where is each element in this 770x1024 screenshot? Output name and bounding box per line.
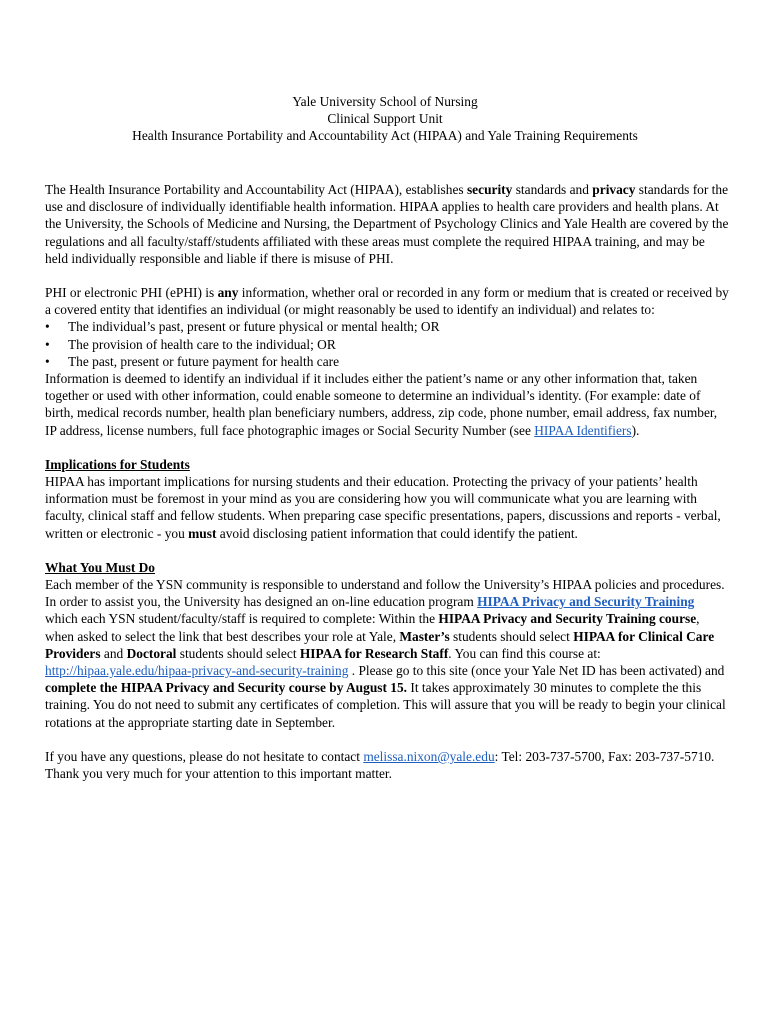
intro-bold-privacy: privacy	[592, 182, 636, 197]
bullet-text: The individual’s past, present or future physical or mental health; OR	[68, 319, 440, 335]
must-do-text-3: , when asked to select the link that best describes your role at Yale,	[45, 611, 700, 644]
implications-section	[45, 456, 730, 542]
phi-text-2: information, whether oral or recorded in any form or medium that is created or received by a covered entity that identifies an individual (or might reasonably be used to identify an individual) and relates to:	[45, 285, 729, 318]
must-do-text-7: . You can find this course at:	[448, 645, 601, 661]
intro-paragraph	[45, 181, 730, 267]
bullet-icon: •	[45, 336, 50, 352]
intro-text-3: standards for the use and disclosure of individually identifiable health information. HIPAA applies to health care providers and health plans. At the University, the Schools of Medicine and Nursing, the Department of Psychology Clinics and Yale Health are covered by the regulations and all faculty/staff/students affiliated with these areas must complete the required HIPAA training, and may be held individually responsible and liable if there is misuse of PHI.	[45, 182, 729, 266]
training-url-link[interactable]: http://hipaa.yale.edu/hipaa-privacy-and-security-training	[45, 663, 349, 679]
must-do-text-6: students should select	[176, 645, 300, 661]
contact-text-1: If you have any questions, please do not hesitate to contact	[45, 748, 364, 764]
intro-bold-security: security	[466, 182, 513, 197]
phi-identification	[45, 370, 730, 439]
contact-paragraph	[45, 748, 730, 782]
phi-text-1: PHI or electronic PHI (ePHI) is	[45, 285, 218, 301]
document-header	[0, 93, 770, 145]
list-item	[45, 318, 730, 335]
list-item	[45, 353, 730, 370]
header-unit: Clinical Support Unit	[327, 111, 443, 127]
list-item	[45, 336, 730, 353]
must-do-bold-masters: Master’s	[399, 628, 450, 644]
must-do-text-9: It takes approximately 30 minutes to complete the this training. You do not need to submit any certificates of completion. This will assure that you will be ready to begin your clinical rotations at the appropriate starting date in September.	[45, 680, 726, 730]
must-do-text-8: . Please go to this site (once your Yale Net ID has been activated) and	[348, 663, 725, 679]
intro-text-1: The Health Insurance Portability and Accountability Act (HIPAA), establishes	[45, 182, 467, 197]
bullet-icon: •	[45, 353, 50, 369]
phi-bullet-list	[45, 318, 730, 370]
contact-text-2: : Tel: 203-737-5700, Fax: 203-737-5710. Thank you very much for your attention to this important matter.	[45, 748, 715, 782]
phi-text-3: Information is deemed to identify an individual if it includes either the patient’s name or any other information that, taken together or used with other information, could enable someone to determine an individual’s identity. (For example: date of birth, medical records number, health plan beneficiary numbers, address, zip code, phone number, email address, fax number, IP address, license numbers, full face photographic images or Social Security Number (see	[45, 371, 718, 438]
must-do-bold-clinical: HIPAA for Clinical Care Providers	[45, 628, 715, 661]
must-do-bold-doctoral: Doctoral	[126, 645, 177, 661]
bullet-text: The provision of health care to the individual; OR	[68, 336, 336, 352]
phi-definition	[45, 284, 730, 318]
must-do-section	[45, 559, 730, 731]
header-title: Health Insurance Portability and Accountability Act (HIPAA) and Yale Training Requirements	[132, 128, 638, 144]
header-institution: Yale University School of Nursing	[292, 94, 478, 109]
must-do-bold-research: HIPAA for Research Staff	[299, 645, 449, 661]
must-do-text-4: students should select	[449, 628, 574, 644]
bullet-icon: •	[45, 319, 50, 335]
must-do-text-2: which each YSN student/faculty/staff is required to complete: Within the	[45, 611, 439, 627]
document-body	[45, 181, 730, 799]
implications-text-2: avoid disclosing patient information that could identify the patient.	[216, 525, 578, 541]
hipaa-identifiers-link[interactable]: HIPAA Identifiers	[534, 422, 632, 438]
bullet-text: The past, present or future payment for health care	[68, 353, 340, 369]
phi-text-4: ).	[631, 422, 640, 438]
intro-text-2: standards and	[512, 182, 593, 197]
must-do-text-5: and	[100, 645, 127, 661]
implications-heading: Implications for Students	[45, 456, 190, 472]
must-do-heading: What You Must Do	[45, 559, 155, 575]
must-do-text-1: Each member of the YSN community is responsible to understand and follow the University’s HIPAA policies and procedures. In order to assist you, the University has designed an on-line education program	[45, 577, 725, 610]
implications-text-1: HIPAA has important implications for nursing students and their education. Protecting the privacy of your patients’ health information must be foremost in your mind as you are considering how you will communicate what you are learning with faculty, clinical staff and fellow students. When preparing case specific presentations, papers, discussions and reports - verbal, written or electronic - you	[45, 474, 721, 541]
phi-bold-any: any	[217, 285, 239, 301]
privacy-training-link[interactable]: HIPAA Privacy and Security Training	[477, 594, 695, 610]
must-do-bold-deadline: complete the HIPAA Privacy and Security course by August 15.	[45, 680, 408, 696]
must-do-bold-course: HIPAA Privacy and Security Training course	[438, 611, 697, 627]
contact-email-link[interactable]: melissa.nixon@yale.edu	[363, 748, 495, 764]
implications-bold-must: must	[188, 525, 217, 541]
